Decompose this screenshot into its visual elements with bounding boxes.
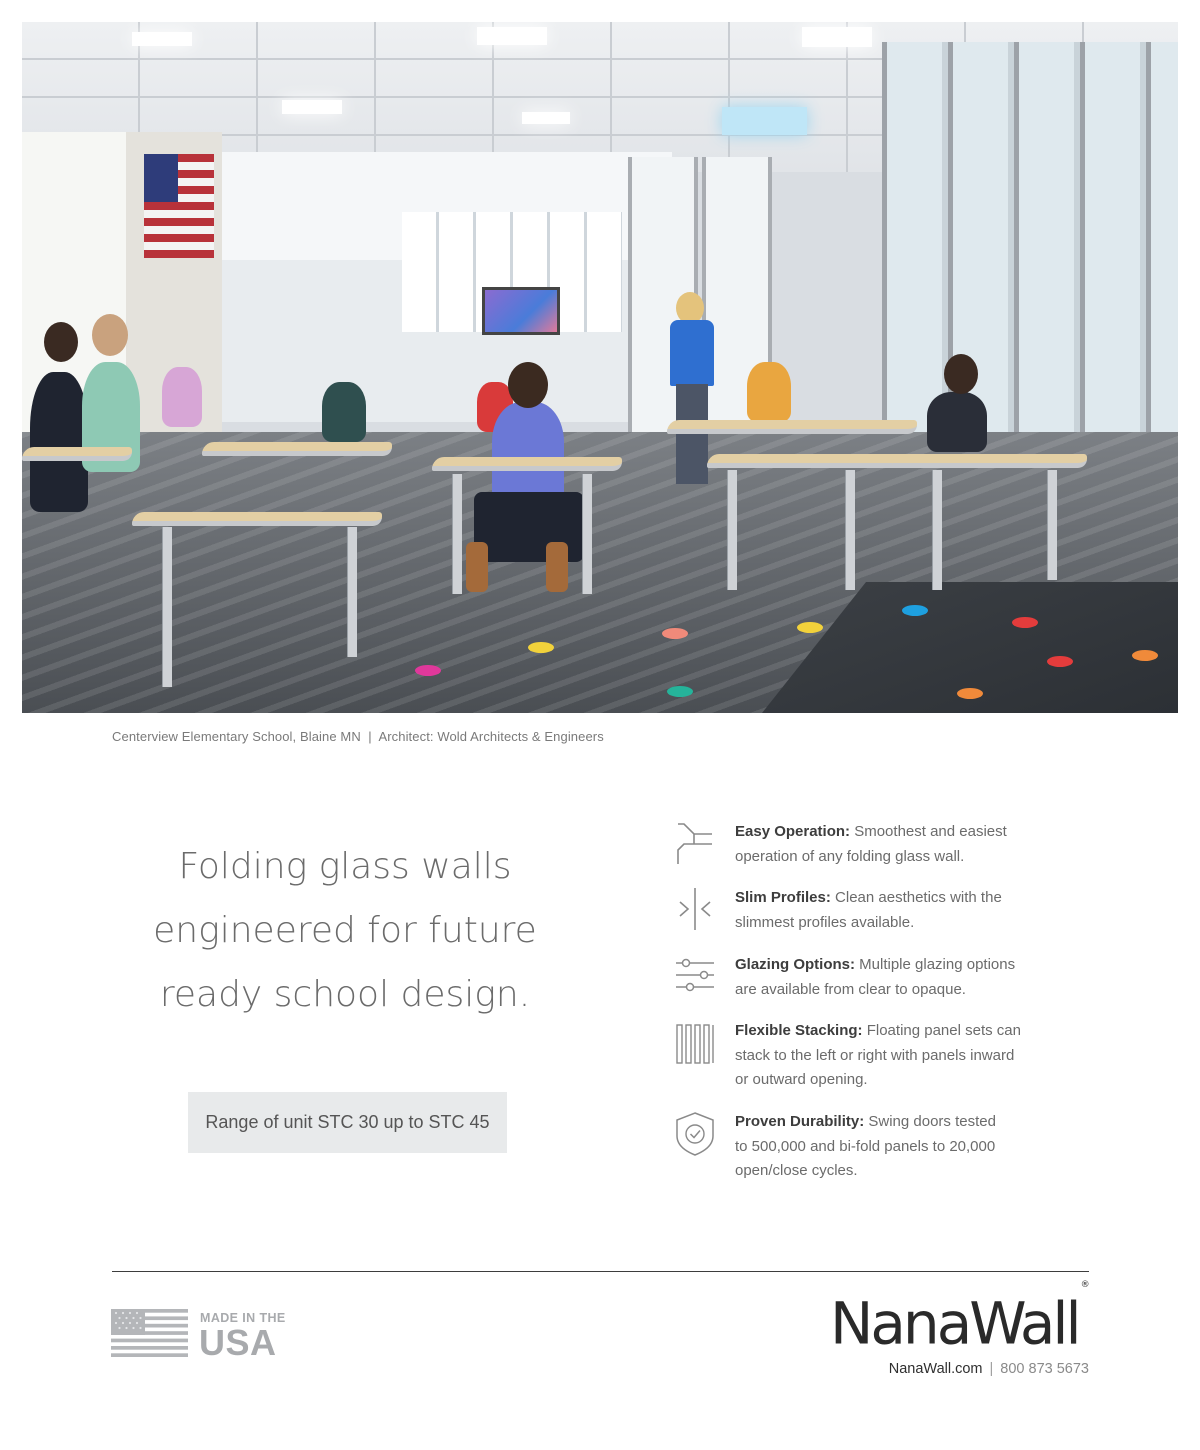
- desk-leg: [1047, 470, 1057, 580]
- desk-leg: [727, 470, 737, 590]
- student: [927, 392, 987, 452]
- floor-dot: [415, 665, 441, 676]
- floor-dot: [662, 628, 688, 639]
- floor-dot: [957, 688, 983, 699]
- feature-text: [735, 886, 1045, 935]
- contact-separator: |: [989, 1361, 994, 1377]
- ceiling-light: [282, 100, 342, 114]
- floor-dot: [667, 686, 693, 697]
- feature-desc: Multiple glazing options: [859, 956, 1016, 973]
- feature-title: Proven Durability:: [735, 1113, 865, 1130]
- sliders-icon: [672, 953, 718, 999]
- feature-text: [735, 1110, 1045, 1184]
- student: [747, 362, 791, 422]
- student-head: [944, 354, 978, 394]
- usa-label: USA: [199, 1322, 277, 1363]
- stc-range-label: Range of unit STC 30 up to STC 45: [205, 1112, 490, 1132]
- floor-dot: [1132, 650, 1158, 661]
- feature-desc: Floating panel sets can: [866, 1022, 1021, 1039]
- feature-title: Slim Profiles:: [735, 889, 831, 906]
- feature-desc: slimmest profiles available.: [735, 913, 915, 931]
- ceiling-light: [522, 112, 570, 124]
- american-flag: [144, 154, 214, 258]
- feature-desc: are available from clear to opaque.: [735, 980, 966, 998]
- ceiling-light: [802, 27, 872, 47]
- feature-text: [735, 820, 1045, 869]
- floor-dot: [902, 605, 928, 616]
- desk-leg: [347, 527, 357, 657]
- desk: [707, 454, 907, 468]
- feature-text: [735, 953, 1045, 1002]
- feature-desc: Swing doors tested: [868, 1113, 996, 1130]
- floor-dot: [1047, 656, 1073, 667]
- display-screen: [482, 287, 560, 335]
- student-boot: [466, 542, 488, 592]
- feature-desc: or outward opening.: [735, 1071, 868, 1088]
- headline: [112, 835, 578, 1027]
- desk: [667, 420, 917, 434]
- stc-range-box: [188, 1092, 507, 1153]
- desk-leg: [162, 527, 172, 687]
- footer-divider: [112, 1271, 1089, 1272]
- contact-line: [889, 1361, 1089, 1377]
- feature-desc: Clean aesthetics with the: [835, 889, 1002, 906]
- feature-title: Easy Operation:: [735, 823, 851, 840]
- feature-text: [735, 1019, 1045, 1093]
- desk: [432, 457, 622, 471]
- brand-name: NanaWall: [830, 1289, 1079, 1358]
- headline-line: Folding glass walls: [178, 846, 512, 887]
- registered-mark: ®: [1080, 1280, 1090, 1290]
- floor-dot: [528, 642, 554, 653]
- headline-line: engineered for future: [153, 910, 537, 951]
- desk-leg: [452, 474, 462, 594]
- desk-leg: [582, 474, 592, 594]
- classroom-photo: [22, 22, 1178, 713]
- feature-desc: open/close cycles.: [735, 1162, 858, 1179]
- ceiling-light: [722, 107, 807, 135]
- desk: [892, 454, 1087, 468]
- desk: [22, 447, 132, 461]
- desk-leg: [932, 470, 942, 590]
- student-head: [92, 314, 128, 356]
- feature-title: Glazing Options:: [735, 956, 855, 973]
- made-in-label: MADE IN THE: [200, 1311, 286, 1325]
- student: [492, 402, 564, 502]
- shield-check-icon: [672, 1110, 718, 1156]
- nanawall-logo: [830, 1280, 1090, 1358]
- slim-profile-icon: [672, 886, 718, 932]
- feature-desc: operation of any folding glass wall.: [735, 847, 965, 865]
- website-link[interactable]: NanaWall.com: [888, 1361, 983, 1377]
- feature-desc: stack to the left or right with panels inward: [735, 1046, 1015, 1064]
- student-head: [44, 322, 78, 362]
- feature-desc: Smoothest and easiest: [854, 823, 1007, 840]
- phone-number[interactable]: 800 873 5673: [1000, 1361, 1089, 1377]
- usa-flag-icon: [111, 1309, 188, 1357]
- desk-leg: [845, 470, 855, 590]
- ceiling-light: [132, 32, 192, 46]
- student: [322, 382, 366, 442]
- student-head: [508, 362, 548, 408]
- desk: [132, 512, 382, 526]
- floor-dot: [1012, 617, 1038, 628]
- stacking-panels-icon: [672, 1019, 718, 1065]
- desk: [202, 442, 392, 456]
- ceiling-light: [477, 27, 547, 45]
- floor-dot: [797, 622, 823, 633]
- feature-title: Flexible Stacking:: [735, 1022, 863, 1039]
- hand-icon: [672, 820, 718, 866]
- feature-desc: to 500,000 and bi-fold panels to 20,000: [735, 1137, 996, 1155]
- headline-line: ready school design.: [159, 974, 531, 1015]
- student: [162, 367, 202, 427]
- student-boot: [546, 542, 568, 592]
- student: [30, 372, 88, 512]
- photo-caption: Centerview Elementary School, Blaine MN | Architect: Wold Architects & Engineers: [112, 729, 604, 744]
